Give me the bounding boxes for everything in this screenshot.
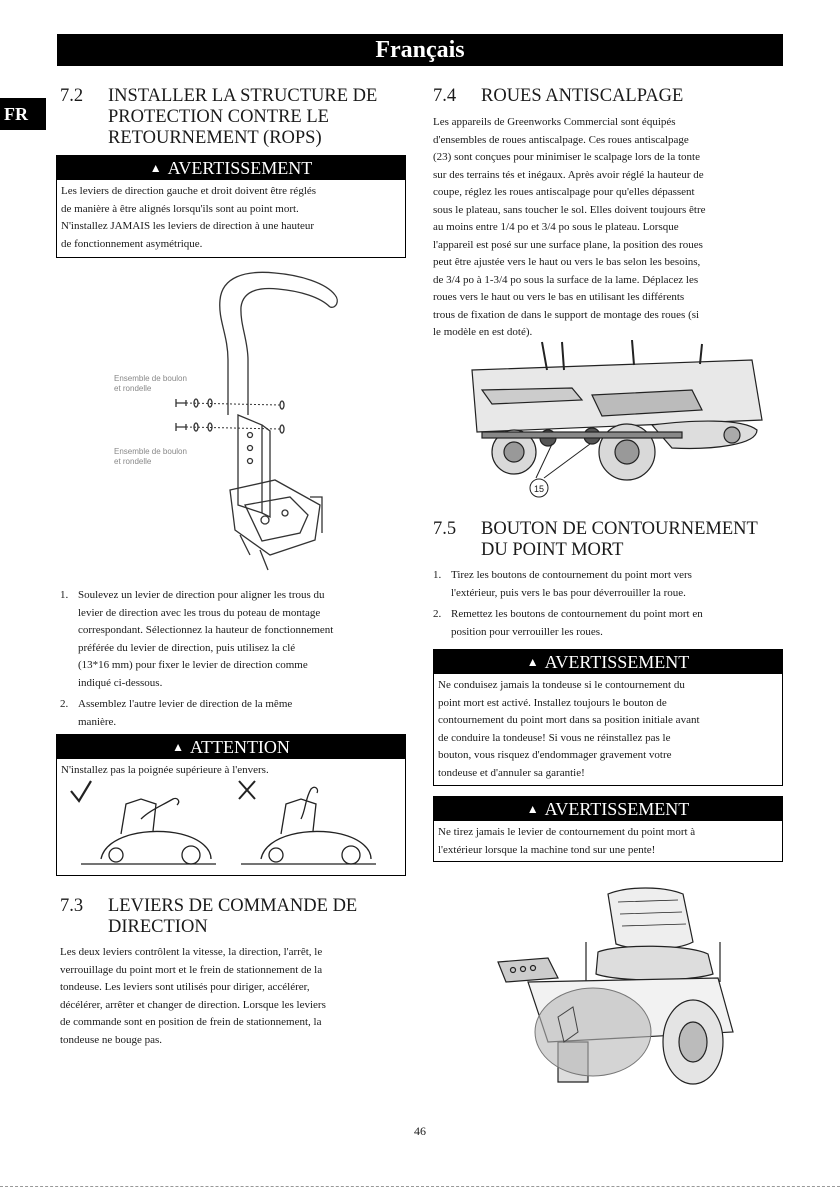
warning-text: Ne conduisez jamais la tondeuse si le contournement du point mort est activé. Installez toujours le bouton de contournement du point mort dans sa position initiale avant de conduire la tondeuse! Si vous ne réinstallez pas le bouton, vous risquez d'endommager gravement votre tondeuse et d'annuler sa garantie! [438,679,700,779]
section-title: BOUTON DE CONTOURNEMENT DU POINT MORT [481,519,758,560]
bolt-washer-callout-2: Ensemble de boulon et rondelle [114,447,187,466]
rops-steps-list [60,587,410,735]
anti-scalp-wheels-illustration [452,340,774,508]
cross-icon [239,781,255,799]
rops-warning-box [56,155,406,258]
section-7-5-heading [433,519,758,561]
section-number: 7.3 [60,896,84,916]
check-icon [71,781,91,801]
warning-header: ▲ AVERTISSEMENT [434,650,782,674]
warning-triangle-icon: ▲ [526,655,539,669]
section-number: 7.2 [60,86,84,106]
section-title: ROUES ANTISCALPAGE [481,86,684,106]
section-7-4-heading [433,86,683,107]
anti-scalp-wheels-paragraph: Les appareils de Greenworks Commercial sont équipés d'ensembles de roues antiscalpage. Ces roues antiscalpage (23) sont conçues pour minimiser le scalpage lors de la tonte sur des terrains tés et inégaux. Après avoir réglé la hauteur de coupe, réglez les roues antiscalpage pour qu'elles dépassent sous le plateau, sans toucher le sol. Elles doivent toujours être au moins entre 1/4 po et 3/4 po sous le plateau. Lorsque l'appareil est posé sur une surface plane, la position des roues peut être ajustée vers le haut ou vers le bas selon les besoins, de 3/4 po à 1-3/4 po sous la surface de la lame. Déplacez les roues vers le haut ou vers le bas en utilisant les différents trous de fixation de dans le support de montage des roues (si le modèle en est doté). [433,116,706,338]
warning-text: Ne tirez jamais le levier de contournement du point mort à l'extérieur lorsque la machine tond sur une pente! [438,826,696,856]
steering-lever-illustration [150,265,350,575]
section-7-2-heading [60,86,377,149]
list-item: 2. Remettez les boutons de contournement du point mort en position pour verrouiller les roues. [433,608,703,638]
attention-box [56,734,406,876]
list-item: 1. Soulevez un levier de direction pour aligner les trous du levier de direction avec les trous du poteau de montage correspondant. Sélectionnez la hauteur de fonctionnement préférée du levier de direction, puis utilisez la clé (13*16 mm) pour fixer le levier de direction comme indiqué ci-dessous. [60,589,334,689]
warning-text: Les leviers de direction gauche et droit doivent être réglés de manière à être alignés lorsqu'ils sont au point mort. N'installez JAMAIS les leviers de direction à une hauteur de fonctionnement asymétrique. [61,185,317,250]
mower-bypass-illustration [488,882,748,1092]
section-number: 7.4 [433,86,457,106]
section-number: 7.5 [433,519,457,539]
list-item: 1. Tirez les boutons de contournement du point mort vers l'extérieur, puis vers le bas pour déverrouiller la roue. [433,569,692,599]
warning-header: ▲ AVERTISSEMENT [434,797,782,821]
page-header: Français [57,34,783,66]
wheel-callout-number: 15 [533,484,544,494]
handle-orientation-illustration [61,779,401,871]
control-levers-paragraph: Les deux leviers contrôlent la vitesse, la direction, l'arrêt, le verrouillage du point mort et le frein de stationnement de la tondeuse. Les leviers sont utilisés pour diriger, accélérer, décélérer, arrêter et changer de direction. Lorsque les leviers de commande sont en position de frein de stationnement, la tondeuse ne bouge pas. [60,946,326,1046]
warning-triangle-icon: ▲ [149,161,162,175]
slope-warning-box [433,796,783,862]
warning-triangle-icon: ▲ [172,740,184,754]
bypass-steps-list [433,567,783,645]
list-item: 2. Assemblez l'autre levier de direction de la même manière. [60,698,293,728]
bypass-warning-box [433,649,783,786]
language-tab: FR [0,98,46,130]
warning-header: ▲ AVERTISSEMENT [57,156,405,180]
attention-text: N'installez pas la poignée supérieure à l'envers. [61,764,269,776]
page-bottom-rule [0,1186,840,1187]
attention-header: ▲ ATTENTION [57,735,405,759]
bolt-washer-callout-1: Ensemble de boulon et rondelle [114,374,187,393]
warning-triangle-icon: ▲ [526,802,539,816]
page-number: 46 [414,1124,426,1138]
section-title: INSTALLER LA STRUCTURE DE PROTECTION CONTRE LE RETOURNEMENT (ROPS) [108,86,378,148]
section-7-3-heading [60,896,357,938]
section-title: LEVIERS DE COMMANDE DE DIRECTION [108,896,358,937]
